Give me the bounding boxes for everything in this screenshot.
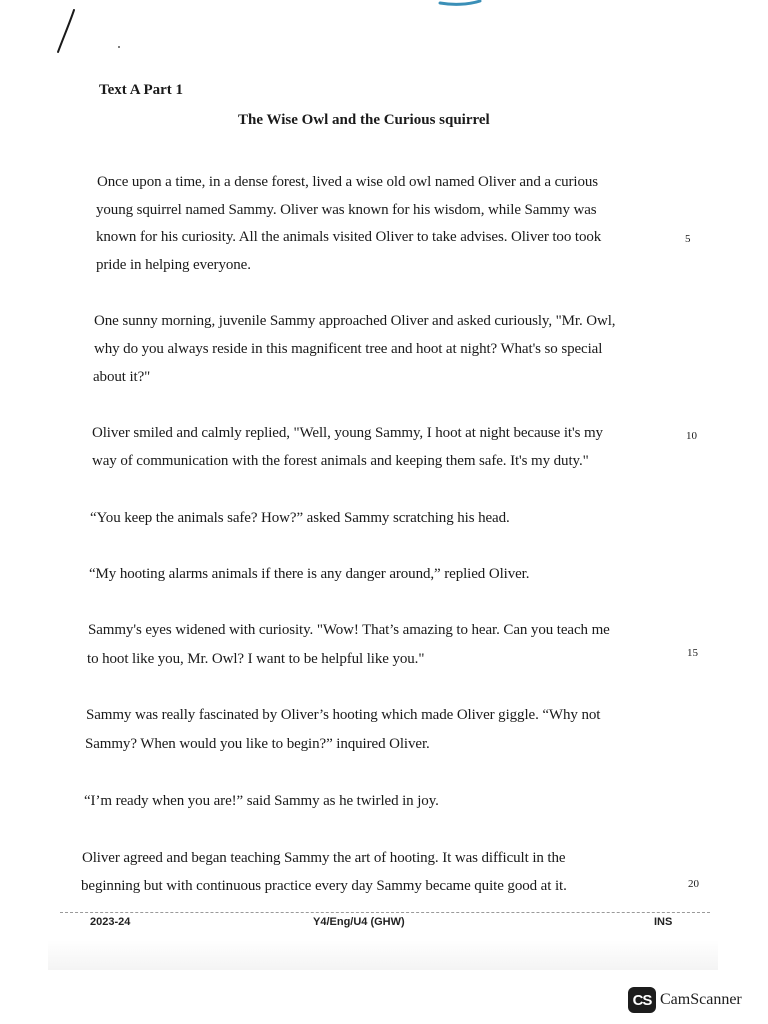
text-line: Sammy was really fascinated by Oliver’s hooting which made Oliver giggle. “Why not (86, 707, 601, 723)
footer-divider (60, 912, 710, 913)
text-line: pride in helping everyone. (96, 257, 251, 273)
text-line: “You keep the animals safe? How?” asked Sammy scratching his head. (90, 510, 510, 526)
line-number: 10 (686, 430, 697, 442)
footer-year: 2023-24 (90, 916, 131, 928)
text-line: One sunny morning, juvenile Sammy approached Oliver and asked curiously, "Mr. Owl, (94, 313, 616, 329)
blue-ink-mark (438, 0, 482, 6)
text-line: way of communication with the forest animals and keeping them safe. It's my duty." (92, 453, 589, 469)
text-line: young squirrel named Sammy. Oliver was known for his wisdom, while Sammy was (96, 202, 597, 218)
text-line: Sammy's eyes widened with curiosity. "Wow! That’s amazing to hear. Can you teach me (88, 622, 610, 638)
line-number: 5 (685, 233, 691, 245)
text-line: beginning but with continuous practice every day Sammy became quite good at it. (81, 878, 567, 894)
page-edge-shadow (48, 940, 718, 970)
pen-stroke-mark (52, 8, 82, 54)
section-heading: Text A Part 1 (99, 82, 184, 98)
line-number: 20 (688, 878, 699, 890)
story-title: The Wise Owl and the Curious squirrel (238, 112, 490, 128)
text-line: to hoot like you, Mr. Owl? I want to be helpful like you." (87, 651, 425, 667)
text-line: “I’m ready when you are!” said Sammy as he twirled in joy. (84, 793, 439, 809)
footer-initials: INS (654, 916, 673, 928)
camscanner-watermark (628, 987, 742, 1013)
camscanner-logo-icon: CS (628, 987, 656, 1013)
scan-speck (118, 46, 120, 48)
text-line: “My hooting alarms animals if there is any danger around,” replied Oliver. (89, 566, 530, 582)
text-line: Oliver agreed and began teaching Sammy the art of hooting. It was difficult in the (82, 850, 566, 866)
text-line: why do you always reside in this magnificent tree and hoot at night? What's so special (94, 341, 603, 357)
footer-code: Y4/Eng/U4 (GHW) (313, 916, 405, 928)
text-line: Once upon a time, in a dense forest, lived a wise old owl named Oliver and a curious (97, 174, 599, 190)
text-line: known for his curiosity. All the animals visited Oliver to take advises. Oliver too took (96, 229, 602, 245)
line-number: 15 (687, 647, 698, 659)
text-line: Oliver smiled and calmly replied, "Well, young Sammy, I hoot at night because it's my (92, 425, 603, 441)
text-line: about it?" (93, 369, 151, 385)
text-line: Sammy? When would you like to begin?” inquired Oliver. (85, 736, 430, 752)
camscanner-brand-text: CamScanner (660, 991, 742, 1008)
